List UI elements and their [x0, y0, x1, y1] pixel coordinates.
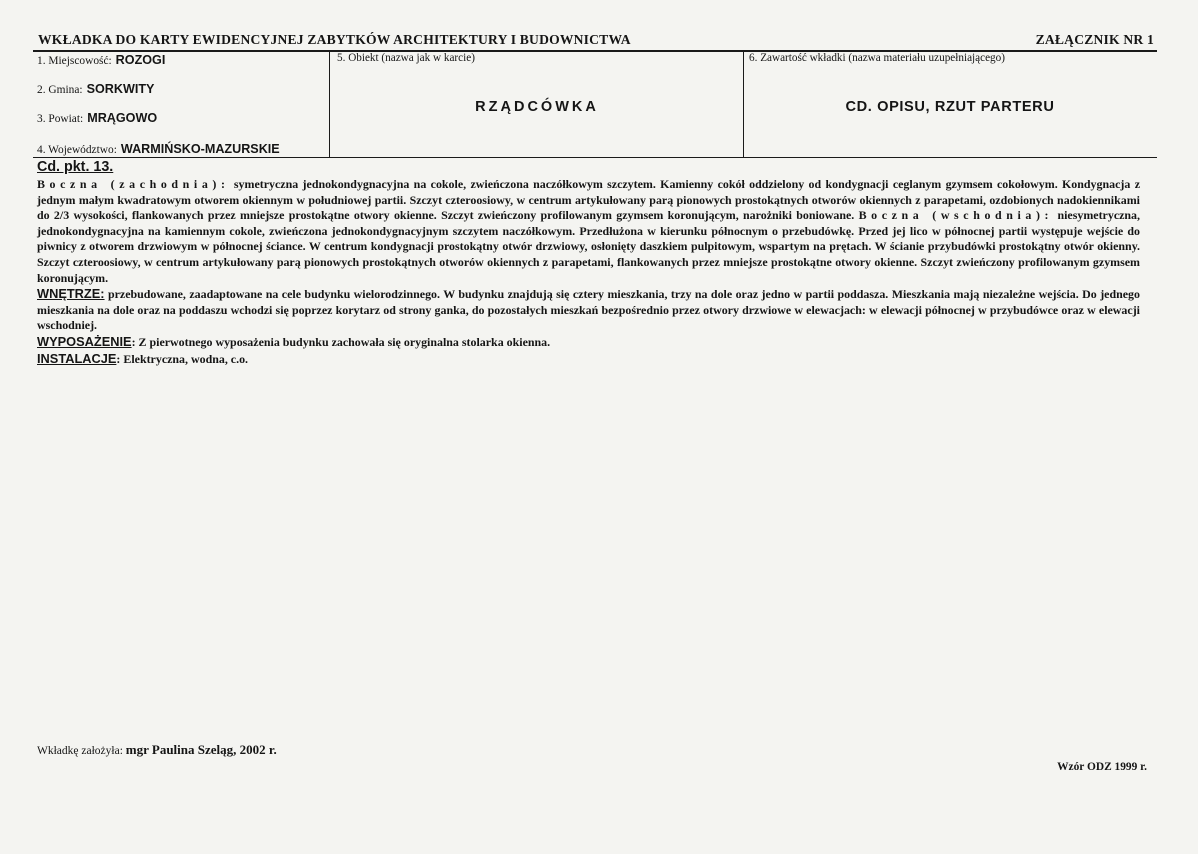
- document-title: WKŁADKA DO KARTY EWIDENCYJNEJ ZABYTKÓW ARCHITEKTURY I BUDOWNICTWA: [38, 32, 631, 47]
- section-label-west: Boczna (zachodnia):: [37, 177, 230, 191]
- field-value: ROZOGI: [115, 53, 166, 67]
- section-text-east: niesymetryczna, jednokondygnacyjna na kamiennym cokole, zwieńczona jednokondygnacyjnym szczytem naczółkowym. Przedłużona w kierunku północnym o przebudówkę. Przed jej lico w północnej partii występuje wejście do piwnicy z otworem drzwiowym w północnej ściance. W centrum kondygnacji prostokątny otwór drzwiowy, osłonięty daszkiem pulpitowym, wspartym na prętach. W ścianie przybudówki prostokątny otwór okienny. Szczyt czteroosiowy, w centrum artykułowany parą pionowych prostokątnych otworów okiennych z parapetami, flankowanych przez mniejsze prostokątne otwory okienne. Szczyt zwieńczony profilowanym gzymsem koronującym.: [37, 208, 1141, 285]
- header-bar: [38, 32, 1156, 49]
- field-value: WARMIŃSKO-MAZURSKIE: [120, 142, 280, 156]
- section-label-equipment: WYPOSAŻENIE: [37, 333, 132, 349]
- section-text-west: symetryczna jednokondygnacyjna na cokole, zwieńczona naczółkowym szczytem. Kamienny cokół oddzielony od kondygnacji ceglanym gzymsem cokołowym. Kondygnacja z jednym małym kwadratowym otworem okiennym w południowej partii. Szczyt czteroosiowy, w centrum artykułowany parą pionowych prostokątnych otworów okiennych z parapetami, ozdobionych nadokiennikami do 2/3 wysokości, flankowanych przez mniejsze prostokątne otwory okienne. Szczyt zwieńczony profilowanym gzymsem koronującym, narożniki boniowane.: [37, 177, 1140, 223]
- interior-description: [37, 286, 1140, 334]
- field-obiekt-label: 5. Obiekt (nazwa jak w karcie): [337, 52, 475, 64]
- field-value: MRĄGOWO: [87, 111, 158, 125]
- field-miejscowosc: [37, 51, 165, 69]
- attachment-number: ZAŁĄCZNIK NR 1: [1035, 32, 1154, 47]
- field-obiekt-value: RZĄDCÓWKA: [475, 99, 599, 115]
- field-label: 2. Gmina:: [37, 84, 83, 96]
- template-note: Wzór ODZ 1999 r.: [1057, 761, 1147, 773]
- author-label: Wkładkę założyła:: [37, 745, 123, 757]
- continuation-heading: Cd. pkt. 13.: [37, 159, 114, 175]
- field-gmina: [37, 80, 154, 98]
- section-label-installations: INSTALACJE: [37, 350, 117, 366]
- installations-description: [37, 351, 1140, 368]
- field-zawartosc-label: 6. Zawartość wkładki (nazwa materiału uzupełniającego): [749, 52, 1005, 64]
- section-text-interior: przebudowane, zaadaptowane na cele budynku wielorodzinnego. W budynku znajdują się cztery mieszkania, trzy na dole oraz jedno w partii poddasza. Mieszkania mają niezależne wejścia. Do jednego mieszkania na dole oraz na poddaszu wchodzi się poprzez korytarz od strony ganka, do pozostałych mieszkań bezpośrednio przez otwory drzwiowe w elewacjach: w elewacji północnej w przybudówce oraz w elewacji wschodniej.: [37, 287, 1140, 333]
- field-label: 3. Powiat:: [37, 113, 84, 125]
- equipment-description: [37, 334, 1140, 351]
- section-text-equipment: : Z pierwotnego wyposażenia budynku zachowała się oryginalna stolarka okienna.: [131, 334, 551, 349]
- author-value: mgr Paulina Szeląg, 2002 r.: [125, 742, 277, 757]
- field-label: 4. Województwo:: [37, 144, 117, 156]
- description-body: [37, 177, 1140, 367]
- field-powiat: [37, 109, 157, 127]
- field-label: 1. Miejscowość:: [37, 55, 112, 67]
- facade-description: [37, 177, 1140, 286]
- author-line: [37, 742, 277, 758]
- section-text-installations: : Elektryczna, wodna, c.o.: [116, 351, 249, 366]
- field-value: SORKWITY: [86, 82, 155, 96]
- field-zawartosc-value: CD. OPISU, RZUT PARTERU: [845, 99, 1055, 115]
- section-label-east: Boczna (wschodnia):: [858, 208, 1054, 223]
- section-label-interior: WNĘTRZE:: [37, 286, 105, 302]
- field-wojewodztwo: [37, 140, 280, 158]
